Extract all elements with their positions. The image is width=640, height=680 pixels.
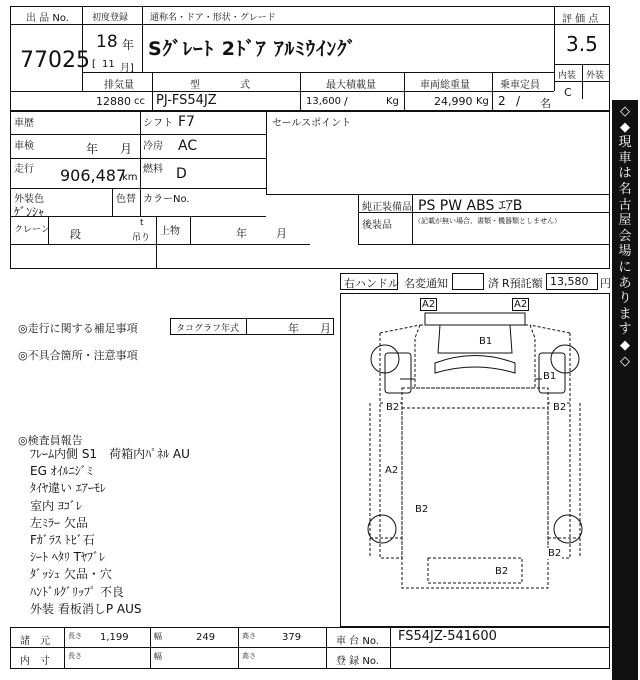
height: 379 bbox=[282, 632, 302, 643]
height-label: 高さ bbox=[242, 632, 256, 640]
damage-mark: B1 bbox=[543, 371, 557, 382]
yen-unit: 円 bbox=[600, 277, 611, 290]
inspector-note-line: 左ﾐﾗｰ 欠品 bbox=[30, 515, 88, 530]
name-change-label: 名変通知 bbox=[404, 277, 448, 290]
fuel: D bbox=[176, 166, 187, 182]
platform-year: 年 bbox=[236, 227, 247, 240]
crane-stage: 段 bbox=[70, 228, 81, 241]
damage-mark: B1 bbox=[479, 336, 493, 347]
inspector-note-line: 室内 ﾖｺﾞﾚ bbox=[30, 498, 82, 513]
aftermarket-note: （記載が無い場合、書類・機器類としません） bbox=[414, 217, 561, 225]
vehicle-title: Sｸﾞﾚｰﾄ 2ﾄﾞｱ ｱﾙﾐｳｲﾝｸﾞ bbox=[148, 38, 358, 60]
crane-label: クレーン bbox=[14, 225, 50, 235]
equipment: PS PW ABS ｴｱB bbox=[418, 198, 523, 214]
displacement-unit: cc bbox=[134, 96, 145, 107]
location-banner-text: ◇ ◆ 現 車 は 名 古 屋 会 場 に あ り ま す ◆ ◇ bbox=[618, 104, 632, 369]
displacement-label: 排気量 bbox=[104, 80, 134, 91]
reg-number-label: 登 録 No. bbox=[336, 656, 379, 667]
inner-length-label: 長さ bbox=[68, 652, 82, 660]
crane-ton: t bbox=[140, 218, 144, 228]
location-banner bbox=[612, 100, 638, 680]
damage-mark: B2 bbox=[548, 548, 562, 559]
inspector-note-line: ﾀｲﾔ違い ｴｱｰﾓﾚ bbox=[30, 481, 106, 496]
equipment-label: 純正装備品 bbox=[362, 202, 412, 213]
aftermarket-label: 後装品 bbox=[362, 220, 392, 231]
reg-doc-label: 済 bbox=[488, 277, 499, 290]
name-change-box bbox=[452, 273, 484, 290]
salespoint-label: セールスポイント bbox=[272, 118, 352, 129]
dims-label: 諸 元 bbox=[20, 636, 50, 647]
gross-label: 車両総重量 bbox=[420, 80, 470, 91]
inner-width-label: 幅 bbox=[154, 652, 162, 661]
inspector-note-line: ｼｰﾄ ﾍﾀﾘ Tﾔﾌﾞﾚ bbox=[30, 550, 105, 565]
load-unit: Kg bbox=[386, 96, 399, 107]
tacho-year: 年 bbox=[288, 322, 299, 335]
gross-unit: Kg bbox=[476, 96, 489, 107]
damage-mark: A2 bbox=[422, 299, 436, 310]
inspector-note-line: ﾀﾞｯｼｭ 欠品・穴 bbox=[30, 567, 112, 582]
score-label: 評 価 点 bbox=[562, 14, 599, 25]
inspection-label: 車検 bbox=[14, 141, 34, 152]
shift: F7 bbox=[178, 114, 195, 130]
width: 249 bbox=[196, 632, 216, 643]
chassis-label: 車 台 No. bbox=[336, 636, 379, 647]
r-deposit: 13,580 bbox=[550, 275, 589, 288]
load-label: 最大積載量 bbox=[326, 80, 376, 91]
crane-hang: 吊り bbox=[132, 233, 151, 243]
inspection-month-unit: 月 bbox=[120, 142, 133, 156]
platform-month: 月 bbox=[276, 227, 287, 240]
aircon-label: 冷房 bbox=[143, 141, 163, 152]
model: PJ-FS54JZ bbox=[156, 93, 217, 108]
capacity: 2 bbox=[498, 94, 506, 108]
mileage-unit: km bbox=[122, 172, 138, 183]
interior-label: 内装 bbox=[558, 71, 577, 81]
color: ｹﾞﾝｼｬ bbox=[14, 205, 45, 219]
capacity-slash: / bbox=[516, 94, 521, 108]
width-label: 幅 bbox=[154, 632, 162, 641]
inspector-note-line: ﾌﾚｰﾑ内側 S1 荷箱内ﾊﾟﾈﾙ AU bbox=[30, 447, 190, 461]
right-hand: 右ハンドル bbox=[344, 277, 399, 290]
shift-label: シフト bbox=[143, 118, 173, 129]
mileage: 906,487 bbox=[60, 166, 127, 185]
mileage-label: 走行 bbox=[14, 164, 34, 175]
tachograph-label: タコグラフ年式 bbox=[176, 324, 240, 334]
r-deposit-label: R預託額 bbox=[502, 277, 543, 290]
length: 1,199 bbox=[100, 632, 129, 643]
inspector-note-line: ﾊﾝﾄﾞﾙｸﾞﾘｯﾌﾟ 不良 bbox=[30, 584, 124, 599]
defects-title: ◎不具合箇所・注意事項 bbox=[18, 349, 138, 362]
inner-dims-label: 内 寸 bbox=[20, 656, 50, 667]
reg-month: 11 bbox=[102, 59, 115, 70]
lot-number: 77025 bbox=[20, 48, 90, 73]
capacity-label: 乗車定員 bbox=[500, 80, 540, 91]
damage-mark: B2 bbox=[495, 566, 509, 577]
reg-year: 18 bbox=[96, 32, 118, 52]
exterior-label: 外装 bbox=[586, 71, 605, 81]
inspector-note-line: 外装 看板消しP AUS bbox=[30, 601, 142, 616]
damage-mark: B2 bbox=[553, 402, 567, 413]
score: 3.5 bbox=[566, 32, 598, 56]
interior-grade: C bbox=[564, 86, 572, 99]
load-slash: / bbox=[344, 95, 348, 108]
platform-label: 上物 bbox=[160, 226, 180, 237]
damage-mark: B2 bbox=[386, 402, 400, 413]
title-label: 通称名・ドア・形状・グレード bbox=[150, 13, 276, 23]
reg-month-open: [ bbox=[92, 59, 96, 70]
capacity-unit: 名 bbox=[540, 97, 551, 110]
load: 13,600 bbox=[306, 96, 341, 107]
inspector-note-line: Fｶﾞﾗｽ ﾄﾋﾞ石 bbox=[30, 532, 95, 547]
inspection-year-unit: 年 bbox=[86, 142, 99, 156]
inspector-notes bbox=[30, 446, 340, 618]
reg-month-unit: 月] bbox=[120, 63, 134, 74]
inner-height-label: 高さ bbox=[242, 652, 256, 660]
displacement: 12880 bbox=[96, 95, 131, 108]
color-change-label: 色替 bbox=[116, 194, 136, 205]
chassis-number: FS54JZ-541600 bbox=[398, 629, 497, 644]
first-reg-label: 初度登録 bbox=[92, 13, 129, 23]
truck-diagram bbox=[340, 293, 610, 627]
history-label: 車歴 bbox=[14, 118, 34, 129]
color-no-label: カラーNo. bbox=[143, 194, 190, 205]
color-label: 外装色 bbox=[14, 194, 44, 205]
lot-number-label: 出 品 No. bbox=[26, 13, 69, 24]
aircon: AC bbox=[178, 138, 198, 154]
supplement-title: ◎走行に関する補足事項 bbox=[18, 322, 138, 335]
tacho-month: 月 bbox=[320, 322, 331, 335]
damage-mark: A2 bbox=[514, 299, 528, 310]
length-label: 長さ bbox=[68, 632, 82, 640]
inspector-title: ◎検査員報告 bbox=[18, 434, 83, 447]
damage-mark: A2 bbox=[385, 465, 399, 476]
fuel-label: 燃料 bbox=[143, 164, 163, 175]
inspector-note-line: EG ｵｲﾙﾆｼﾞﾐ bbox=[30, 464, 93, 479]
damage-mark: B2 bbox=[415, 504, 429, 515]
gross: 24,990 bbox=[434, 95, 473, 108]
model-label: 型 式 bbox=[190, 80, 250, 91]
reg-year-unit: 年 bbox=[122, 38, 135, 52]
